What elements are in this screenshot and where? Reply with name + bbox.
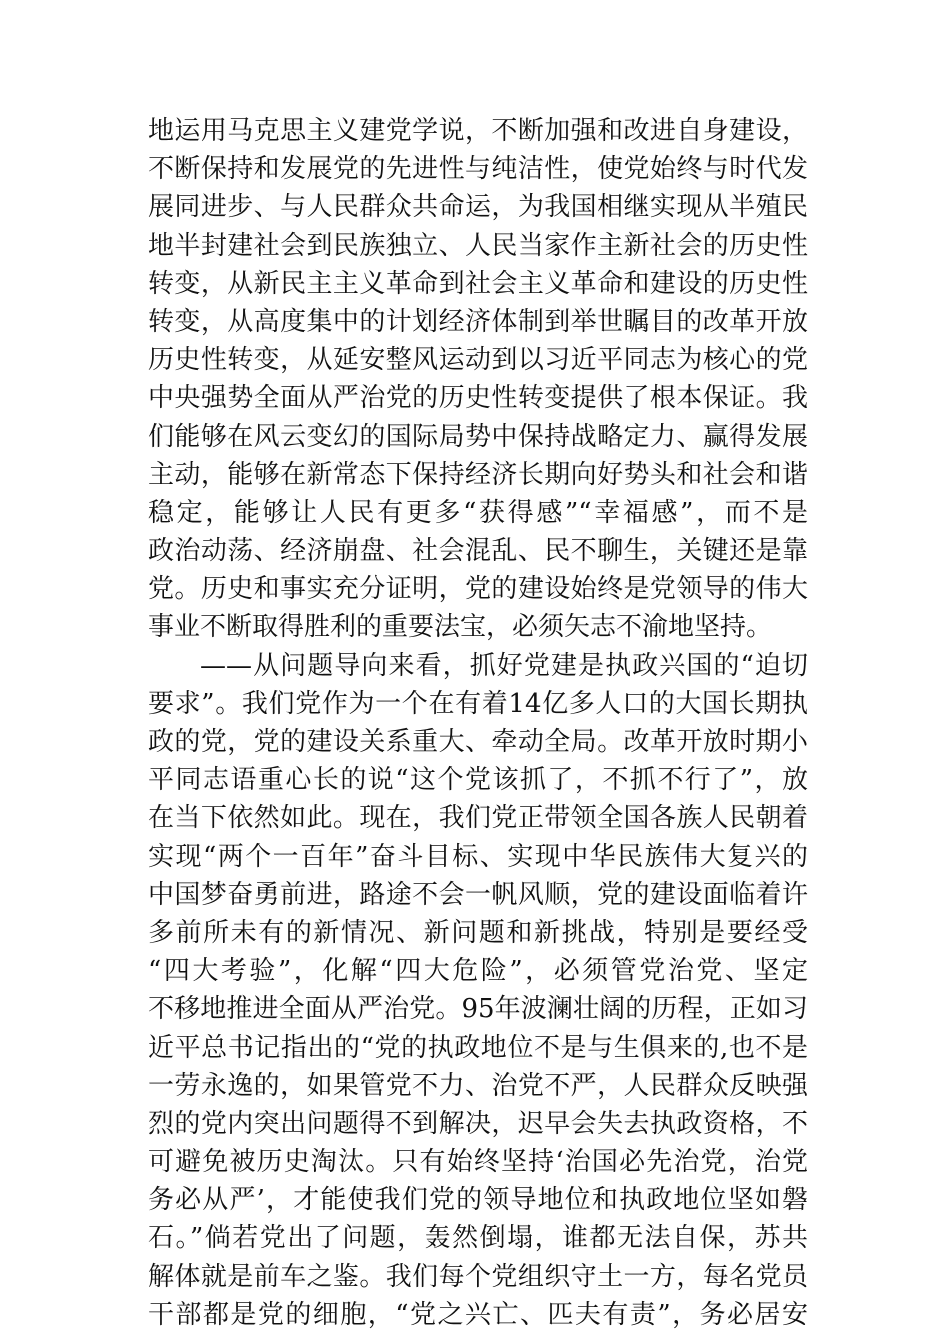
text-line: 中国梦奋勇前进，路途不会一帆风顺，党的建设面临着许 bbox=[148, 879, 808, 910]
text-line: 干部都是党的细胞，“党之兴亡、匹夫有责”，务必居安 bbox=[148, 1299, 808, 1330]
text-line: 近平总书记指出的“党的执政地位不是与生俱来的,也不是 bbox=[148, 1032, 808, 1063]
text-line: 事业不断取得胜利的重要法宝，必须矢志不渝地坚持。 bbox=[148, 612, 773, 643]
paragraph-start-line: ——从问题导向来看，抓好党建是执政兴国的“迫切 bbox=[200, 650, 808, 681]
text-line: 在当下依然如此。现在，我们党正带领全国各族人民朝着 bbox=[148, 803, 808, 834]
text-line: 一劳永逸的，如果管党不力、治党不严，人民群众反映强 bbox=[148, 1070, 808, 1101]
text-line: 政治动荡、经济崩盘、社会混乱、民不聊生，关键还是靠 bbox=[148, 536, 808, 567]
text-line: 烈的党内突出问题得不到解决，迟早会失去执政资格，不 bbox=[148, 1108, 808, 1139]
text-line: 地半封建社会到民族独立、人民当家作主新社会的历史性 bbox=[148, 230, 808, 261]
text-line: 地运用马克思主义建党学说，不断加强和改进自身建设， bbox=[148, 116, 808, 146]
text-line: 转变，从高度集中的计划经济体制到举世瞩目的改革开放 bbox=[148, 306, 808, 337]
text-line: 转变，从新民主主义革命到社会主义革命和建设的历史性 bbox=[148, 268, 808, 299]
text-line: 实现“两个一百年”奋斗目标、实现中华民族伟大复兴的 bbox=[148, 841, 808, 872]
text-line: 可避免被历史淘汰。只有始终坚持‘治国必先治党，治党 bbox=[148, 1147, 808, 1178]
text-line: 们能够在风云变幻的国际局势中保持战略定力、赢得发展 bbox=[148, 421, 808, 452]
text-line: 石。”倘若党出了问题，轰然倒塌，谁都无法自保，苏共 bbox=[148, 1223, 808, 1254]
text-line: 政的党，党的建设关系重大、牵动全局。改革开放时期小 bbox=[148, 727, 808, 757]
text-line: 党。历史和事实充分证明，党的建设始终是党领导的伟大 bbox=[148, 574, 808, 605]
text-line: “四大考验”，化解“四大危险”，必须管党治党、坚定 bbox=[148, 956, 808, 987]
text-line: 务必从严’，才能使我们党的领导地位和执政地位坚如磐 bbox=[148, 1185, 808, 1216]
text-line: 不断保持和发展党的先进性与纯洁性，使党始终与时代发 bbox=[148, 154, 808, 185]
body-text bbox=[148, 112, 808, 1334]
text-line: 主动，能够在新常态下保持经济长期向好势头和社会和谐 bbox=[148, 459, 808, 490]
text-line: 多前所未有的新情况、新问题和新挑战，特别是要经受 bbox=[148, 917, 808, 948]
text-line: 稳定，能够让人民有更多“获得感”“幸福感”，而不是 bbox=[148, 497, 808, 528]
text-line: 展同进步、与人民群众共命运，为我国相继实现从半殖民 bbox=[148, 192, 808, 223]
text-line: 中央强势全面从严治党的历史性转变提供了根本保证。我 bbox=[148, 383, 808, 414]
text-line: 平同志语重心长的说“这个党该抓了，不抓不行了”，放 bbox=[148, 765, 808, 796]
text-line: 要求”。我们党作为一个在有着14亿多人口的大国长期执 bbox=[148, 688, 808, 719]
text-line: 不移地推进全面从严治党。95年波澜壮阔的历程，正如习 bbox=[148, 994, 808, 1025]
text-line: 解体就是前车之鉴。我们每个党组织守土一方，每名党员 bbox=[148, 1261, 808, 1292]
text-line: 历史性转变，从延安整风运动到以习近平同志为核心的党 bbox=[148, 345, 808, 376]
